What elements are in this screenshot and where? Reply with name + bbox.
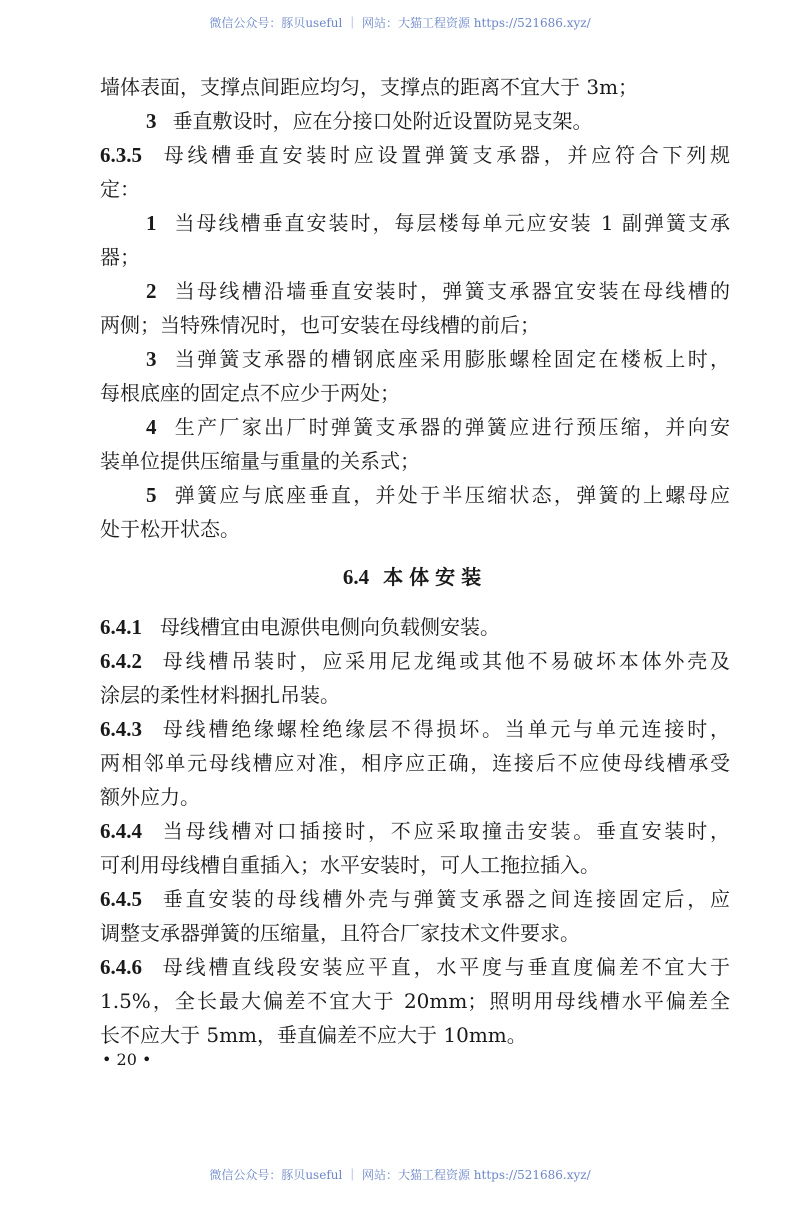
- list-item: [100, 478, 730, 512]
- item-number: 5: [146, 483, 157, 507]
- item-number: 4: [146, 415, 157, 439]
- text-line: [100, 512, 730, 546]
- clause-number: 6.4.6: [100, 955, 142, 979]
- line-text: 器；: [100, 245, 140, 269]
- line-text: 每根底座的固定点不应少于两处；: [100, 381, 400, 405]
- watermark-header: 微信公众号：豚贝useful ｜ 网站：大猫工程资源 https://521686.xyz/: [209, 16, 591, 30]
- item-number: 3: [146, 109, 157, 133]
- line-text: 涂层的柔性材料捆扎吊装。: [100, 683, 340, 707]
- page-number: • 20 •: [102, 1050, 152, 1069]
- section-heading: [100, 560, 730, 594]
- clause-line: [100, 138, 730, 172]
- line-text: 母线槽吊装时，应采用尼龙绳或其他不易破坏本体外壳及: [160, 649, 730, 673]
- clause-number: 6.4.5: [100, 887, 142, 911]
- line-text: 母线槽绝缘螺栓绝缘层不得损坏。当单元与单元连接时，: [160, 717, 730, 741]
- line-text: 弹簧应与底座垂直，并处于半压缩状态，弹簧的上螺母应: [172, 483, 730, 507]
- section-number: 6.4: [342, 565, 370, 589]
- list-item: [100, 410, 730, 444]
- clause-number: 6.4.2: [100, 649, 142, 673]
- line-text: 墙体表面，支撑点间距应均匀，支撑点的距离不宜大于 3m；: [100, 75, 639, 99]
- line-text: 1.5%，全长最大偏差不宜大于 20mm；照明用母线槽水平偏差全: [100, 989, 730, 1013]
- line-text: 当母线槽对口插接时，不应采取撞击安装。垂直安装时，: [160, 819, 730, 843]
- line-text: 定：: [100, 177, 140, 201]
- text-line: [100, 916, 730, 950]
- item-number: 1: [146, 211, 157, 235]
- text-line: [100, 444, 730, 478]
- clause-number: 6.3.5: [100, 143, 142, 167]
- line-text: 生产厂家出厂时弹簧支承器的弹簧应进行预压缩，并向安: [172, 415, 730, 439]
- line-text: 当母线槽垂直安装时，每层楼每单元应安装 1 副弹簧支承: [172, 211, 730, 235]
- line-text: 母线槽垂直安装时应设置弹簧支承器，并应符合下列规: [160, 143, 730, 167]
- list-item: [100, 104, 730, 138]
- line-text: 可利用母线槽自重插入；水平安装时，可人工拖拉插入。: [100, 853, 600, 877]
- line-text: 垂直安装的母线槽外壳与弹簧支承器之间连接固定后，应: [160, 887, 730, 911]
- item-number: 2: [146, 279, 157, 303]
- line-text: 长不应大于 5mm，垂直偏差不应大于 10mm。: [100, 1023, 527, 1047]
- line-text: 当母线槽沿墙垂直安装时，弹簧支承器宜安装在母线槽的: [172, 279, 730, 303]
- section-title: 本体安装: [383, 565, 488, 589]
- text-line: [100, 308, 730, 342]
- clause-number: 6.4.1: [100, 615, 142, 639]
- clause-number: 6.4.3: [100, 717, 142, 741]
- line-text: 当弹簧支承器的槽钢底座采用膨胀螺栓固定在楼板上时，: [172, 347, 730, 371]
- text-line: [100, 780, 730, 814]
- list-item: [100, 206, 730, 240]
- list-item: [100, 274, 730, 308]
- document-body: [100, 70, 730, 1052]
- clause-line: [100, 882, 730, 916]
- clause-number: 6.4.4: [100, 819, 142, 843]
- line-text: 垂直敷设时，应在分接口处附近设置防晃支架。: [172, 109, 593, 133]
- item-number: 3: [146, 347, 157, 371]
- clause-line: [100, 610, 730, 644]
- clause-line: [100, 712, 730, 746]
- line-text: 装单位提供压缩量与重量的关系式；: [100, 449, 420, 473]
- line-text: 母线槽宜由电源供电侧向负载侧安装。: [160, 615, 500, 639]
- line-text: 额外应力。: [100, 785, 200, 809]
- text-line: [100, 240, 730, 274]
- line-text: 母线槽直线段安装应平直，水平度与垂直度偏差不宜大于: [160, 955, 730, 979]
- clause-line: [100, 644, 730, 678]
- watermark-footer: 微信公众号：豚贝useful ｜ 网站：大猫工程资源 https://521686.xyz/: [209, 1168, 591, 1182]
- clause-line: [100, 950, 730, 984]
- text-line: [100, 678, 730, 712]
- text-line: [100, 172, 730, 206]
- text-line: [100, 70, 730, 104]
- list-item: [100, 342, 730, 376]
- line-text: 两侧；当特殊情况时，也可安装在母线槽的前后；: [100, 313, 540, 337]
- line-text: 调整支承器弹簧的压缩量，且符合厂家技术文件要求。: [100, 921, 580, 945]
- text-line: [100, 848, 730, 882]
- text-line: [100, 746, 730, 780]
- text-line: [100, 984, 730, 1018]
- text-line: [100, 376, 730, 410]
- clause-line: [100, 814, 730, 848]
- line-text: 处于松开状态。: [100, 517, 240, 541]
- text-line: [100, 1018, 730, 1052]
- line-text: 两相邻单元母线槽应对准，相序应正确，连接后不应使母线槽承受: [100, 751, 730, 775]
